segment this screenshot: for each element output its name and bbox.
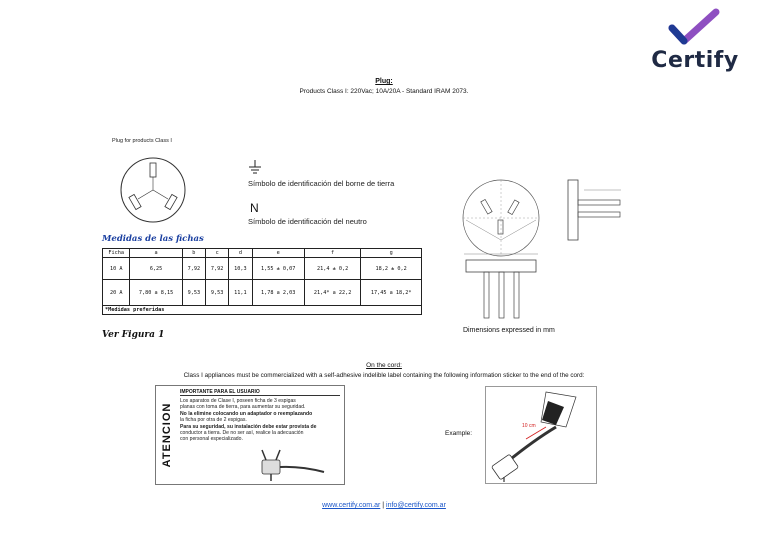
- example-illustration: [485, 386, 597, 484]
- plug-dimensions-table: [102, 248, 422, 315]
- plug-face-diagram: [118, 155, 188, 225]
- table-cell: 17,45 a 18,2*: [361, 280, 422, 306]
- checkmark-icon: [650, 8, 740, 50]
- plug-cord-icon: [256, 448, 326, 482]
- table-header: a: [130, 249, 182, 258]
- label-line: No la elimine colocando un adaptador o reemplazando: [180, 410, 313, 417]
- table-header: g: [361, 249, 422, 258]
- medidas-title: Medidas de las fichas: [102, 234, 204, 244]
- table-footnote-row: [103, 306, 422, 315]
- figure-caption: Plug for products Class I: [112, 138, 172, 144]
- plug-figure-scan: [100, 135, 430, 345]
- table-cell: 7,80 a 8,15: [130, 280, 182, 306]
- label-line: conductor a tierra. De no ser así, realice la adecuación: [180, 430, 304, 437]
- footer-separator: |: [382, 502, 385, 509]
- website-link[interactable]: www.certify.com.ar: [322, 502, 381, 509]
- table-header: b: [182, 249, 205, 258]
- table-cell: 7,92: [182, 258, 205, 280]
- label-line: con personal especializado.: [180, 436, 243, 443]
- dimensions-note: Dimensions expressed in mm: [463, 327, 555, 334]
- table-cell: 11,1: [229, 280, 252, 306]
- ground-symbol-icon: [248, 160, 262, 174]
- neutral-letter: N: [250, 201, 259, 215]
- table-cell: 9,53: [182, 280, 205, 306]
- table-cell: 6,25: [130, 258, 182, 280]
- table-cell: 10 A: [103, 258, 130, 280]
- table-header: d: [229, 249, 252, 258]
- table-header: c: [206, 249, 229, 258]
- table-cell: 1,78 a 2,03: [252, 280, 304, 306]
- table-footnote: *Medidas preferidas: [103, 306, 422, 315]
- label-heading: IMPORTANTE PARA EL USUARIO: [180, 389, 340, 396]
- table-cell: 20 A: [103, 280, 130, 306]
- table-header-row: [103, 249, 422, 258]
- example-label: Example:: [445, 430, 473, 437]
- table-cell: 21,4* a 22,2: [304, 280, 360, 306]
- certify-logo: [650, 8, 740, 78]
- label-line: Para su seguridad, su instalación debe estar provista de: [180, 423, 317, 430]
- cord-section-title: On the cord:: [366, 362, 402, 369]
- table-cell: 7,92: [206, 258, 229, 280]
- table-header: e: [252, 249, 304, 258]
- label-line: Los aparatos de Clase I, poseen ficha de 3 espigas: [180, 398, 296, 404]
- brand-name: Certify: [651, 48, 739, 73]
- footer: [0, 502, 768, 509]
- page-title: Plug:: [375, 78, 393, 85]
- table-cell: 9,53: [206, 280, 229, 306]
- measure-label: 10 cm: [522, 423, 536, 429]
- table-cell: 1,55 ± 0,07: [252, 258, 304, 280]
- ground-symbol-text: Símbolo de identificación del borne de tierra: [248, 179, 395, 188]
- table-cell: 21,4 ± 0,2: [304, 258, 360, 280]
- table-cell: 10,3: [229, 258, 252, 280]
- table-header: Ficha: [103, 249, 130, 258]
- label-line: planas con toma de tierra, para aumentar su seguridad.: [180, 404, 306, 411]
- page-subtitle: Products Class I: 220Vac; 10A/20A - Standard IRAM 2073.: [299, 88, 469, 95]
- table-header: f: [304, 249, 360, 258]
- cord-sticker-diagram: [486, 387, 596, 483]
- warning-label: [155, 385, 345, 485]
- table-row: [103, 280, 422, 306]
- figure-reference: Ver Figura 1: [102, 330, 165, 340]
- email-link[interactable]: info@certify.com.ar: [386, 502, 446, 509]
- table-row: [103, 258, 422, 280]
- table-cell: 18,2 ± 0,2: [361, 258, 422, 280]
- plug-technical-drawing: [456, 160, 628, 325]
- atencion-text: ATENCION: [160, 402, 173, 468]
- label-line: la ficha por otra de 2 espigas.: [180, 417, 247, 424]
- atencion-vertical-text: [158, 388, 176, 482]
- cord-section-subtitle: Class I appliances must be commercialized with a self-adhesive indelible label containing the following information sticker to the end of the cord:: [183, 372, 585, 379]
- neutral-symbol-text: Símbolo de identificación del neutro: [248, 217, 367, 226]
- label-body: [180, 398, 342, 443]
